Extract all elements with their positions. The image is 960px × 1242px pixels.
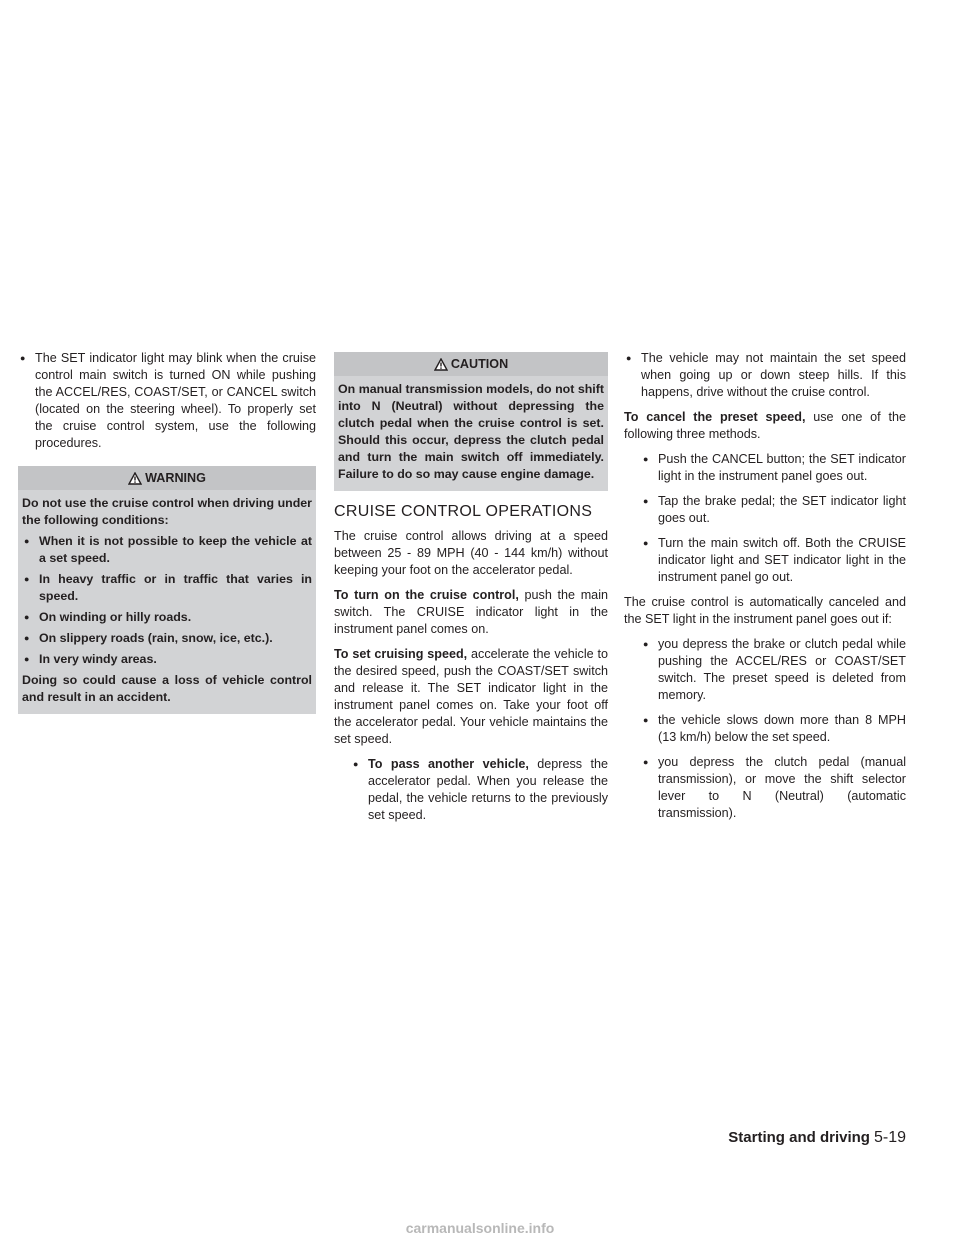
page-number: 5-19 [873,1129,906,1146]
intro-bullet: ● The SET indicator light may blink when the cruise control main switch is turned ON while pushing the ACCEL/RES, COAST/SET, or CANCEL switch (located on the steering wheel). To properly set the cruise control system, use the following procedures. [18,350,316,452]
pass-vehicle-bullet [351,756,608,824]
column-left [18,350,316,720]
warning-item: ● In very windy areas. [22,651,312,668]
caution-text: On manual transmission models, do not shift into N (Neutral) without depressing the clutch pedal when the cruise control is set. Should this occur, depress the clutch pedal and turn the main switch off immediately. Failure to do so may cause engine damage. [338,382,604,481]
page-footer [720,1129,906,1147]
cancel-method: ● Tap the brake pedal; the SET indicator light goes out. [641,493,906,527]
pass-vehicle-lead: To pass another vehicle, [368,757,529,771]
caution-title: CAUTION [450,356,509,371]
warning-triangle-icon [128,472,142,485]
column-right [624,350,906,830]
cancel-method: ● Push the CANCEL button; the SET indicator light in the instrument panel goes out. [641,451,906,485]
auto-cancel-item: ● the vehicle slows down more than 8 MPH (13 km/h) below the set speed. [641,712,906,746]
warning-triangle-icon [434,358,448,371]
steep-hills-bullet: ● The vehicle may not maintain the set speed when going up or down steep hills. If this happens, drive without the cruise control. [624,350,906,401]
warning-item: ● On winding or hilly roads. [22,609,312,626]
set-speed-lead: To set cruising speed, [334,647,468,661]
warning-lead: Do not use the cruise control when driving under the following conditions: [22,496,312,527]
warning-title: WARNING [145,470,206,485]
auto-cancel-intro: The cruise control is automatically canceled and the SET light in the instrument panel goes out if: [624,595,906,626]
set-speed-paragraph [334,646,608,748]
turn-on-paragraph [334,587,608,638]
cancel-method: ● Turn the main switch off. Both the CRUISE indicator light and SET indicator light in the instrument panel go out. [641,535,906,586]
warning-header [18,466,316,490]
auto-cancel-item: ● you depress the clutch pedal (manual transmission), or move the shift selector lever to N (Neutral) (automatic transmission). [641,754,906,822]
warning-closing: Doing so could cause a loss of vehicle control and result in an accident. [22,673,312,704]
warning-item: ● When it is not possible to keep the vehicle at a set speed. [22,533,312,567]
cancel-lead: To cancel the preset speed, [624,410,806,424]
warning-body [18,490,316,714]
column-middle [334,350,608,832]
auto-cancel-item: ● you depress the brake or clutch pedal while pushing the ACCEL/RES or COAST/SET switch. The preset speed is deleted from memory. [641,636,906,704]
section-heading: CRUISE CONTROL OPERATIONS [334,503,593,520]
footer-section: Starting and driving [728,1129,870,1146]
warning-item: ● On slippery roads (rain, snow, ice, etc.). [22,630,312,647]
set-speed-text: accelerate the vehicle to the desired speed, push the COAST/SET switch and release it. The SET indicator light in the instrument panel comes on. Take your foot off the accelerator pedal. Your vehicle maintains the set speed. [334,647,609,746]
caution-body [334,376,608,491]
warning-box [18,466,316,714]
turn-on-lead: To turn on the cruise control, [334,588,519,602]
caution-header [334,352,608,376]
turn-on-text: push the main switch. The CRUISE indicator light in the instrument panel comes on. [334,588,608,636]
warning-item: ● In heavy traffic or in traffic that varies in speed. [22,571,312,605]
caution-box [334,352,608,491]
watermark: carmanualsonline.info [405,1220,555,1236]
cancel-paragraph [624,409,906,443]
cancel-text: use one of the following three methods. [624,410,906,441]
pass-vehicle-text: depress the accelerator pedal. When you release the pedal, the vehicle returns to the previously set speed. [368,757,608,822]
intro-paragraph: The cruise control allows driving at a speed between 25 - 89 MPH (40 - 144 km/h) without keeping your foot on the accelerator pedal. [334,529,608,577]
